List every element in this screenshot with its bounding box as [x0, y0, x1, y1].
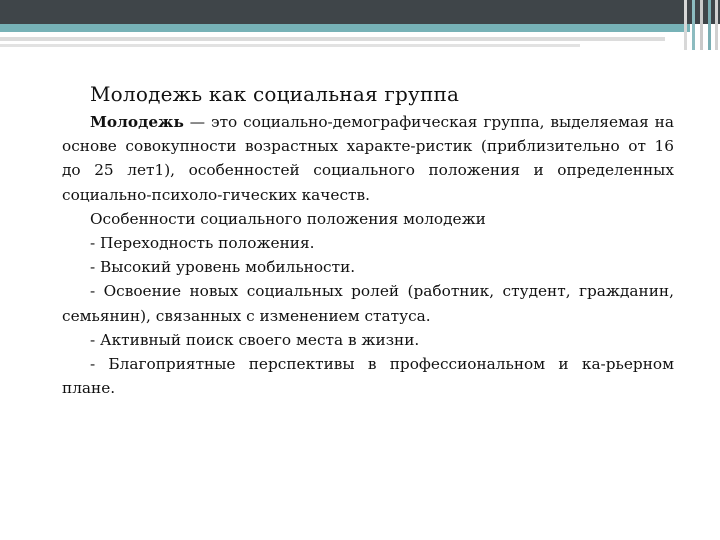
- decorative-line: [0, 44, 580, 47]
- subheading: Особенности социального положения молодежи: [90, 209, 486, 228]
- bullet-item: - Переходность положения.: [90, 234, 315, 253]
- corner-decoration: [680, 0, 720, 50]
- accent-bar: [0, 24, 690, 32]
- decorative-line: [0, 37, 665, 41]
- bullet-item: - Активный поиск своего места в жизни.: [90, 330, 420, 349]
- bullet-item: - Благоприятные перспективы в профессиональном и ка-рьерном плане.: [62, 355, 674, 398]
- definition-term: Молодежь: [90, 113, 184, 131]
- bullet-item: - Высокий уровень мобильности.: [90, 258, 356, 277]
- slide-content: [62, 82, 674, 400]
- stripe: [700, 0, 703, 50]
- definition-paragraph: [62, 110, 674, 207]
- stripe: [708, 0, 711, 50]
- bullet-item: - Освоение новых социальных ролей (работник, студент, гражданин, семьянин), связанных с изменением статуса.: [62, 282, 674, 325]
- stripe: [684, 0, 687, 50]
- header-band: [0, 0, 720, 24]
- stripe: [692, 0, 695, 50]
- definition-text: — это социально-демографическая группа, выделяемая на основе совокупности возрастных характе-ристик (приблизительно от 16 до 25 лет1), особенностей социального положения и определенных социально-психоло-гических качеств.: [62, 113, 674, 204]
- stripe: [715, 0, 718, 50]
- slide-title: Молодежь как социальная группа: [90, 82, 460, 106]
